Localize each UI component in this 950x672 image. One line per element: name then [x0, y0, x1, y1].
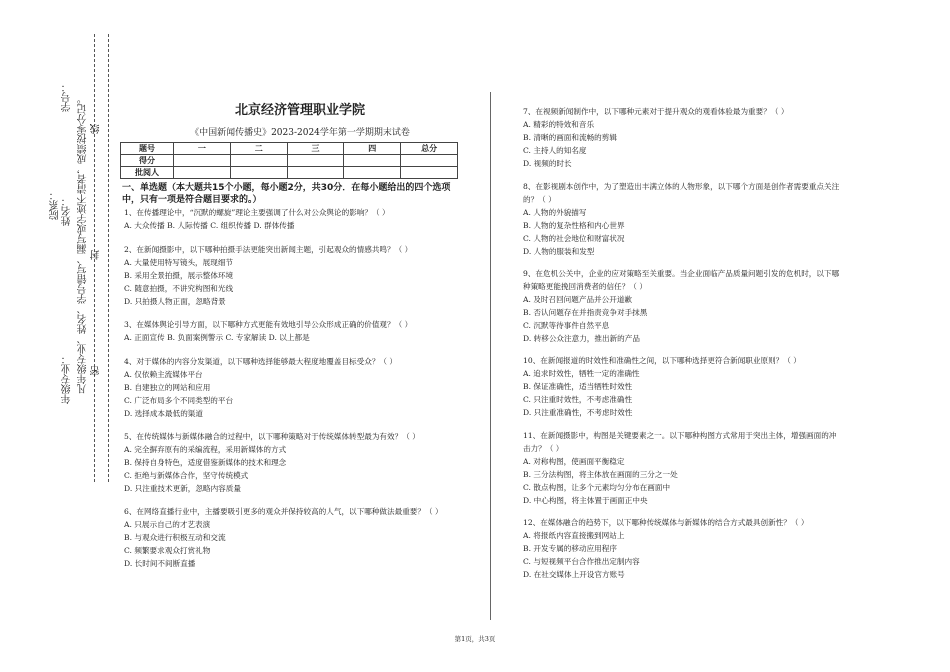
question — [124, 206, 390, 232]
question-stem: 7、在视频新闻制作中，以下哪种元素对于提升观众的观看体验最为重要？（ ） — [523, 107, 789, 116]
option-a[interactable]: A. 将报纸内容直接搬到网站上 — [523, 531, 625, 540]
option-b[interactable]: B. 开发专属的移动应用程序 — [523, 544, 617, 553]
score-header-cell: 二 — [230, 143, 287, 155]
question-stem: 11、在新闻摄影中，构图是关键要素之一。以下哪种构图方式常用于突出主体，增强画面的冲击力？（ ） — [523, 431, 837, 453]
option-c[interactable]: C. 随意拍摄，不讲究构图和光线 — [124, 284, 234, 293]
grader-cell[interactable] — [344, 167, 401, 179]
option-c[interactable]: C. 频繁要求观众打赏礼物 — [124, 546, 211, 555]
question-stem: 2、在新闻摄影中，以下哪种拍摄手法更能突出新闻主题，引起观众的情感共鸣？（ ） — [124, 245, 413, 254]
question — [523, 180, 843, 258]
seal-mark-line: 线 — [91, 124, 102, 134]
score-header-cell: 总分 — [401, 143, 458, 155]
major-field[interactable] — [62, 354, 74, 404]
option-d[interactable]: D. 长时间不间断直播 — [124, 559, 196, 568]
option-c[interactable]: C. 只注重时效性，不考虑准确性 — [523, 395, 633, 404]
question — [523, 354, 801, 419]
column-divider — [490, 92, 491, 620]
name-field[interactable] — [62, 196, 74, 226]
option-d[interactable]: D. 视频的时长 — [523, 159, 572, 168]
option-a[interactable]: A. 完全摒弃原有的采编流程，采用新媒体的方式 — [124, 445, 287, 454]
question — [523, 105, 788, 170]
option-d[interactable]: D. 只拍摄人物正面，忽略背景 — [124, 297, 226, 306]
question — [124, 430, 420, 495]
option-d[interactable]: D. 在社交媒体上开设官方账号 — [523, 570, 625, 579]
option-d[interactable]: D. 人物的服装和发型 — [523, 247, 595, 256]
option-c[interactable]: C. 与短视频平台合作推出定制内容 — [523, 557, 640, 566]
grader-cell[interactable] — [174, 167, 231, 179]
option-b[interactable]: B. 三分法构图，将主体放在画面的三分之一处 — [523, 470, 678, 479]
score-table-header-row — [121, 143, 458, 155]
option-c[interactable]: C. 人物的社会地位和财富状况 — [523, 234, 625, 243]
option-a[interactable]: A. 只展示自己的才艺表演 — [124, 520, 211, 529]
question — [523, 429, 843, 507]
option-b[interactable]: B. 保证准确性，适当牺牲时效性 — [523, 382, 633, 391]
option-b[interactable]: B. 与观众进行积极互动和交流 — [124, 533, 226, 542]
seal-mark-seal: 封 — [91, 250, 102, 260]
option-b[interactable]: B. 否认问题存在并指责竞争对手抹黑 — [523, 308, 648, 317]
option-b[interactable]: B. 采用全景拍摄，展示整体环境 — [124, 271, 234, 280]
school-title: 北京经济管理职业学院 — [234, 103, 365, 118]
score-table — [120, 142, 458, 179]
question — [124, 505, 443, 570]
question-stem: 9、在危机公关中，企业的应对策略至关重要。当企业面临产品质量问题引发的危机时，以下哪种策略更能挽回消费者的信任？（ ） — [523, 269, 840, 291]
score-row-label: 得分 — [121, 155, 174, 167]
option-a[interactable]: A. 大量使用特写镜头，展现细节 — [124, 258, 234, 267]
option-d[interactable]: D. 转移公众注意力，推出新的产品 — [523, 334, 640, 343]
question-stem: 4、对于媒体的内容分发渠道，以下哪种选择能够最大程度地覆盖目标受众？（ ） — [124, 357, 398, 366]
option-d[interactable]: D. 选择成本最低的渠道 — [124, 409, 203, 418]
option-a[interactable]: A. 及时召回问题产品并公开道歉 — [523, 295, 633, 304]
page-footer: 第1页，共3页 — [454, 635, 496, 643]
seal-mark-secret: 密 — [91, 366, 102, 376]
grader-cell[interactable] — [287, 167, 344, 179]
option-c[interactable]: C. 主持人的知名度 — [523, 146, 587, 155]
school-label: 院系： — [50, 190, 61, 220]
student-id-label: 学号： — [62, 82, 73, 112]
section-title: 一、单选题（本大题共15个小题，每小题2分，共30分．在每小题给出的四个选项中，只有一项是符合题目要求的。） — [122, 183, 451, 205]
question — [124, 355, 397, 420]
grader-row-label: 批阅人 — [121, 167, 174, 179]
question-stem: 5、在传统媒体与新媒体融合的过程中，以下哪种策略对于传统媒体转型最为有效？（ ） — [124, 432, 420, 441]
question-stem: 1、在传播理论中，“沉默的螺旋”理论主要强调了什么对公众舆论的影响？（ ） — [124, 208, 390, 217]
score-cell[interactable] — [401, 155, 458, 167]
option-b[interactable]: B. 自建独立的网站和应用 — [124, 383, 211, 392]
question-stem: 6、在网络直播行业中，主播要吸引更多的观众并保持较高的人气，以下哪种做法最重要？（ ） — [124, 507, 443, 516]
option-d[interactable]: D. 中心构图，将主体置于画面正中央 — [523, 496, 648, 505]
option-c[interactable]: C. 拒绝与新媒体合作，坚守传统模式 — [124, 471, 249, 480]
option-a[interactable]: A. 追求时效性，牺牲一定的准确性 — [523, 369, 640, 378]
option-a[interactable]: A. 对称构图，使画面平衡稳定 — [523, 457, 625, 466]
grader-row — [121, 167, 458, 179]
question-stem: 10、在新闻报道的时效性和准确性之间，以下哪种选择更符合新闻职业原则？（ ） — [523, 356, 801, 365]
grader-cell[interactable] — [230, 167, 287, 179]
score-cell[interactable] — [230, 155, 287, 167]
score-header-cell: 题号 — [121, 143, 174, 155]
binding-notice: 凡年级专业、姓名、学号错写、漏写或字迹不清者，成绩按零分记。 — [78, 94, 89, 394]
school-field[interactable] — [50, 190, 62, 220]
question-stem: 12、在媒体融合的趋势下，以下哪种传统媒体与新媒体的结合方式最具创新性？（ ） — [523, 518, 809, 527]
question — [523, 267, 843, 345]
question-options[interactable]: A. 正面宣传 B. 负面案例警示 C. 专家解读 D. 以上都是 — [124, 333, 310, 342]
option-c[interactable]: C. 广泛布局多个不同类型的平台 — [124, 396, 234, 405]
option-a[interactable]: A. 精彩的特效和音乐 — [523, 120, 595, 129]
option-a[interactable]: A. 人物的外貌描写 — [523, 208, 587, 217]
binding-line-inner — [108, 34, 109, 482]
option-d[interactable]: D. 只注重准确性，不考虑时效性 — [523, 408, 633, 417]
major-label: 年级专业： — [62, 354, 73, 404]
score-header-cell: 三 — [287, 143, 344, 155]
score-header-cell: 四 — [344, 143, 401, 155]
grader-cell[interactable] — [401, 167, 458, 179]
question — [124, 318, 412, 344]
student-id-field[interactable] — [62, 82, 74, 112]
name-label: 姓名： — [62, 196, 73, 226]
question — [124, 243, 412, 308]
score-cell[interactable] — [174, 155, 231, 167]
score-cell[interactable] — [344, 155, 401, 167]
option-b[interactable]: B. 保持自身特色，适度借鉴新媒体的技术和理念 — [124, 458, 287, 467]
question-stem: 8、在影视剧本创作中，为了塑造出丰满立体的人物形象，以下哪个方面是创作者需要重点关注的？（ ） — [523, 182, 840, 204]
option-c[interactable]: C. 散点构图，让多个元素均匀分布在画面中 — [523, 483, 671, 492]
question-options[interactable]: A. 大众传播 B. 人际传播 C. 组织传播 D. 群体传播 — [124, 221, 295, 230]
option-d[interactable]: D. 只注重技术更新，忽略内容质量 — [124, 484, 241, 493]
option-b[interactable]: B. 人物的复杂性格和内心世界 — [523, 221, 625, 230]
option-a[interactable]: A. 仅依赖主流媒体平台 — [124, 370, 203, 379]
question — [523, 516, 808, 581]
option-b[interactable]: B. 清晰的画面和流畅的剪辑 — [523, 133, 617, 142]
question-stem: 3、在媒体舆论引导方面，以下哪种方式更能有效地引导公众形成正确的价值观？（ ） — [124, 320, 413, 329]
option-c[interactable]: C. 沉默等待事件自然平息 — [523, 321, 610, 330]
score-cell[interactable] — [287, 155, 344, 167]
score-header-cell: 一 — [174, 143, 231, 155]
exam-title: 《中国新闻传播史》2023-2024学年第一学期期末试卷 — [190, 128, 410, 138]
score-row — [121, 155, 458, 167]
